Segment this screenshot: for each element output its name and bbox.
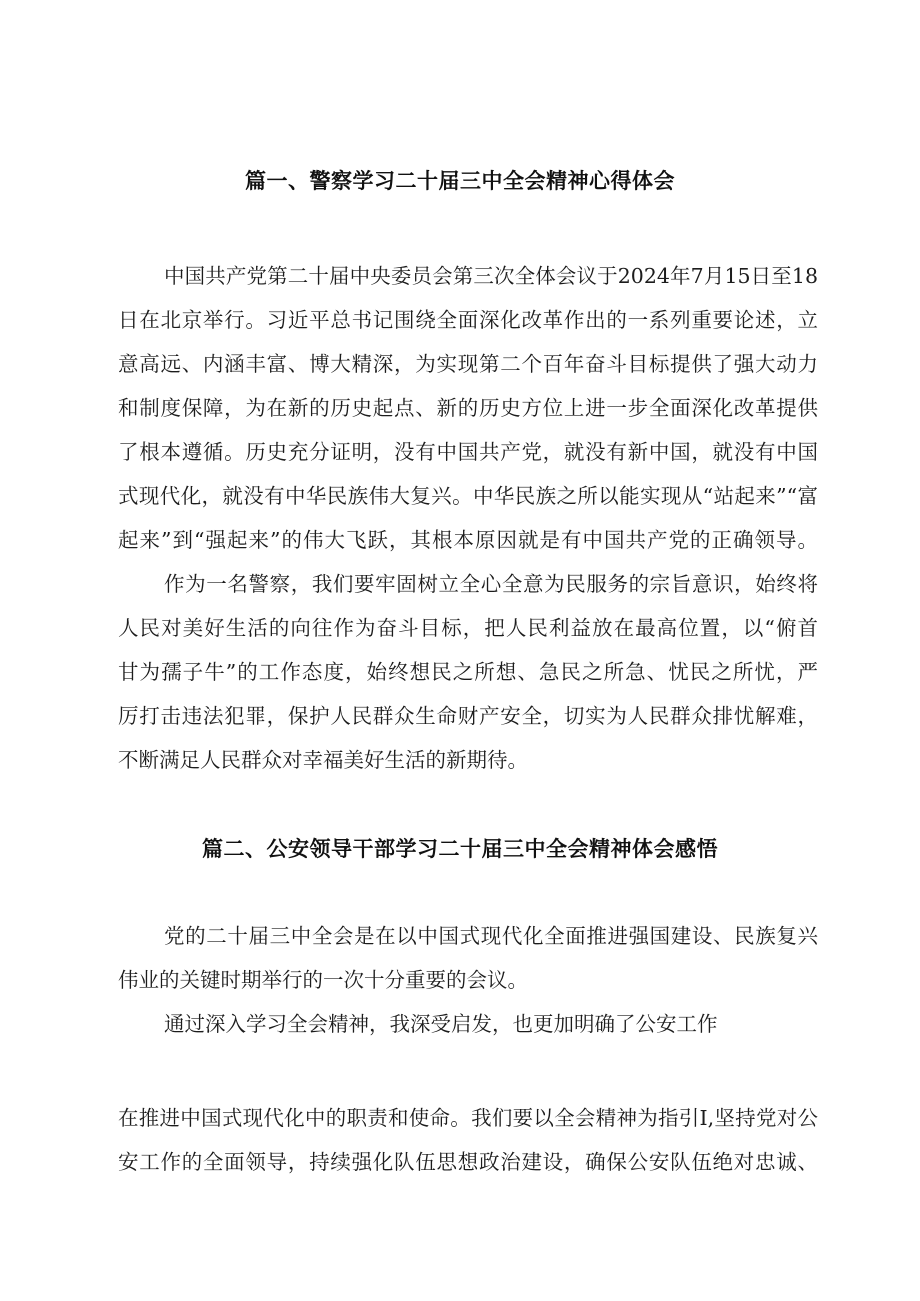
section-2-para-2-line-1: 通过深入学习全会精神，我深受启发，也更加明确了公安工作 <box>164 1012 718 1036</box>
section-1-para-1-line-1: 中国共产党第二十届中央委员会第三次全体会议于2024年7月15日至18 <box>164 264 818 288</box>
section-1-para-2-line-1: 作为一名警察，我们要牢固树立全心全意为民服务的宗旨意识，始终将 <box>164 572 818 596</box>
section-1-para-1-line-4: 和制度保障，为在新的历史起点、新的历史方位上进一步全面深化改革提供 <box>118 396 818 420</box>
section-1-para-2-line-4: 厉打击违法犯罪，保护人民群众生命财产安全，切实为人民群众排忧解难， <box>118 704 818 728</box>
section-1-para-1-line-5: 了根本遵循。历史充分证明，没有中国共产党，就没有新中国，就没有中国 <box>118 440 818 464</box>
section-2-para-1-line-2: 伟业的关键时期举行的一次十分重要的会议。 <box>118 968 528 992</box>
section-1-para-2-line-5: 不断满足人民群众对幸福美好生活的新期待。 <box>118 748 528 772</box>
section-1-para-1-line-7: 起来”到“强起来”的伟大飞跃，其根本原因就是有中国共产党的正确领导。 <box>118 528 818 552</box>
section-2-para-3-line-1: 在推进中国式现代化中的职责和使命。我们要以全会精神为指引I,坚持党对公 <box>118 1106 818 1130</box>
section-2-para-3-line-2: 安工作的全面领导，持续强化队伍思想政治建设，确保公安队伍绝对忠诚、 <box>118 1150 818 1174</box>
section-2-title: 篇二、公安领导干部学习二十届三中全会精神体会感悟 <box>202 837 718 861</box>
section-1-para-1-line-2: 日在北京举行。习近平总书记围绕全面深化改革作出的一系列重要论述，立 <box>118 308 818 332</box>
section-1-para-1-line-3: 意高远、内涵丰富、博大精深，为实现第二个百年奋斗目标提供了强大动力 <box>118 352 818 376</box>
section-2-para-1-line-1: 党的二十届三中全会是在以中国式现代化全面推进强国建设、民族复兴 <box>164 924 818 948</box>
section-1-para-2-line-2: 人民对美好生活的向往作为奋斗目标，把人民利益放在最高位置，以“俯首 <box>118 616 818 640</box>
section-1-para-2-line-3: 甘为孺子牛”的工作态度，始终想民之所想、急民之所急、忧民之所忧，严 <box>118 660 818 684</box>
section-1-para-1-line-6: 式现代化，就没有中华民族伟大复兴。中华民族之所以能实现从“站起来”“富 <box>118 484 818 508</box>
section-1-title: 篇一、警察学习二十届三中全会精神心得体会 <box>245 169 675 193</box>
